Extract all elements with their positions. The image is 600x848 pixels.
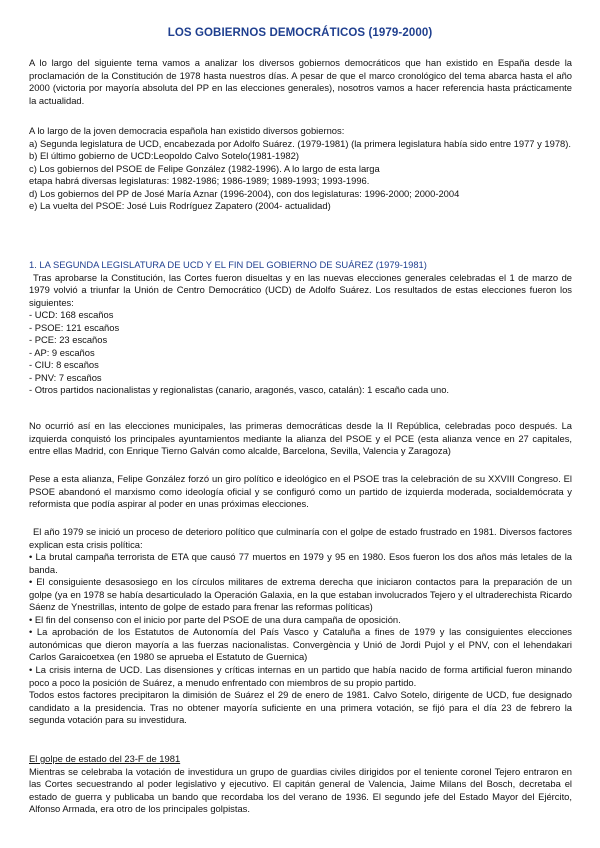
- factor-item: • La crisis interna de UCD. Las disensiones y críticas internas en un partido que había nacido de forma artificial fueron minando poco a poco la posición de Suárez, a menudo enfrentado con miembros de su propio partido.: [29, 664, 572, 688]
- body-paragraph: No ocurrió así en las elecciones municipales, las primeras democráticas desde la II República, celebradas poco después. La izquierda conquistó los principales ayuntamientos mediante la alianza del PSOE y el PCE (esta alianza vence en 27 capitales, entre ellas Madrid, con Enrique Tierno Galván como alcalde, Barcelona, Sevilla, Valencia y Zaragoza): [29, 420, 572, 457]
- body-paragraph: Pese a esta alianza, Felipe González forzó un giro político e ideológico en el PSOE tras la celebración de su XXVIII Congreso. El PSOE abandonó el marxismo como ideología oficial y se configuró como un partido de izquierda moderada, socialdemócrata y reformista que podía aspirar al poder en unas próximas elecciones.: [29, 473, 572, 510]
- list-item: d) Los gobiernos del PP de José María Aznar (1996-2004), con dos legislaturas: 1996-2000; 2000-2004: [29, 187, 460, 199]
- psoe-block: [29, 473, 572, 511]
- list-item: etapa habrá diversas legislaturas: 1982-1986; 1986-1989; 1989-1993; 1993-1996.: [29, 175, 370, 187]
- result-item: - PNV: 7 escaños: [29, 371, 102, 383]
- factor-item: • La aprobación de los Estatutos de Autonomía del País Vasco y Cataluña a fines de 1979 y las consiguientes elecciones autonómicas que dieron mayoría a las fuerzas nacionalistas. Convergència y Unió de Jordi Pujol y el PNV, con el lehendakari Carlos Garaicoetxea (en 1980 se aprueba el Estatuto de Guernica): [29, 626, 572, 663]
- section-1: [29, 259, 572, 397]
- governments-list: [29, 125, 572, 213]
- body-paragraph: El año 1979 se inició un proceso de deterioro político que culminaría con el golpe de estado frustrado en 1981. Diversos factores explican esta crisis política:: [29, 526, 572, 550]
- list-item: c) Los gobiernos del PSOE de Felipe González (1982-1996). A lo largo de esta larga: [29, 162, 380, 174]
- municipal-block: [29, 420, 572, 458]
- page-title: LOS GOBIERNOS DEMOCRÁTICOS (1979-2000): [167, 27, 433, 39]
- factor-item: • El fin del consenso con el inicio por parte del PSOE de una dura campaña de oposición.: [29, 613, 401, 625]
- body-paragraph: Tras aprobarse la Constitución, las Cortes fueron disueltas y en las nuevas elecciones generales celebradas el 1 de marzo de 1979 volvió a triunfar la Unión de Centro Democrático (UCD) de Adolfo Suárez. Los resultados de estas elecciones fueron los siguientes:: [29, 271, 572, 308]
- golpe-block: [29, 753, 572, 816]
- crisis-block: [29, 526, 572, 727]
- result-item: - PCE: 23 escaños: [29, 334, 108, 346]
- body-paragraph: Mientras se celebraba la votación de investidura un grupo de guardias civiles dirigidos por el teniente coronel Tejero entraron en las Cortes secuestrando al poder legislativo y ejecutivo. El capitán general de Valencia, Jaime Milans del Bosch, decretaba el estado de guerra y publicaba un bando que recordaba los del verano de 1936. El segundo jefe del Estado Mayor del Ejército, Alfonso Armada, era otro de los principales golpistas.: [29, 765, 572, 815]
- result-item: - CIU: 8 escaños: [29, 359, 99, 371]
- section-heading: 1. LA SEGUNDA LEGISLATURA DE UCD Y EL FIN DEL GOBIERNO DE SUÁREZ (1979-1981): [29, 259, 427, 270]
- result-item: - AP: 9 escaños: [29, 346, 95, 358]
- subheading: El golpe de estado del 23-F de 1981: [29, 753, 181, 764]
- result-item: - Otros partidos nacionalistas y regionalistas (canario, aragonés, vasco, catalán): 1 escaño cada uno.: [29, 384, 450, 396]
- result-item: - PSOE: 121 escaños: [29, 321, 120, 333]
- list-item: e) La vuelta del PSOE: José Luis Rodríguez Zapatero (2004- actualidad): [29, 200, 331, 212]
- result-item: - UCD: 168 escaños: [29, 309, 114, 321]
- factor-item: • La brutal campaña terrorista de ETA que causó 77 muertos en 1979 y 95 en 1980. Esos fueron los dos años más letales de la banda.: [29, 551, 572, 575]
- body-paragraph: Todos estos factores precipitaron la dimisión de Suárez el 29 de enero de 1981. Calvo Sotelo, dirigente de UCD, fue designado candidato a la presidencia. Tras no obtener mayoría suficiente en una primera votación, se fijó para el día 23 de febrero la segunda votación para su investidura.: [29, 689, 572, 726]
- intro-paragraph: A lo largo del siguiente tema vamos a analizar los diversos gobiernos democráticos que han existido en España desde la proclamación de la Constitución de 1978 hasta nuestros días. A pesar de que el marco cronológico del tema abarca hasta el año 2000 (victoria por mayoría absoluta del PP en las elecciones generales), nosotros vamos a hacer referencia hasta prácticamente la actualidad.: [29, 57, 572, 106]
- list-item: a) Segunda legislatura de UCD, encabezada por Adolfo Suárez. (1979-1981) (la primera legislatura había sido entre 1977 y 1978).: [29, 137, 572, 149]
- list-item: b) El último gobierno de UCD:Leopoldo Calvo Sotelo(1981-1982): [29, 150, 299, 162]
- intro-block: [29, 57, 572, 107]
- factor-item: • El consiguiente desasosiego en los círculos militares de extrema derecha que iniciaron contactos para la preparación de un golpe (ya en 1978 se había desarticulado la Operación Galaxia, en la que estaban involucrados Tejero y el ultraderechista Ricardo Sáenz de Ynestrillas, intento de golpe de estado para frenar las reformas políticas): [29, 576, 572, 613]
- list-intro: A lo largo de la joven democracia española han existido diversos gobiernos:: [29, 125, 345, 136]
